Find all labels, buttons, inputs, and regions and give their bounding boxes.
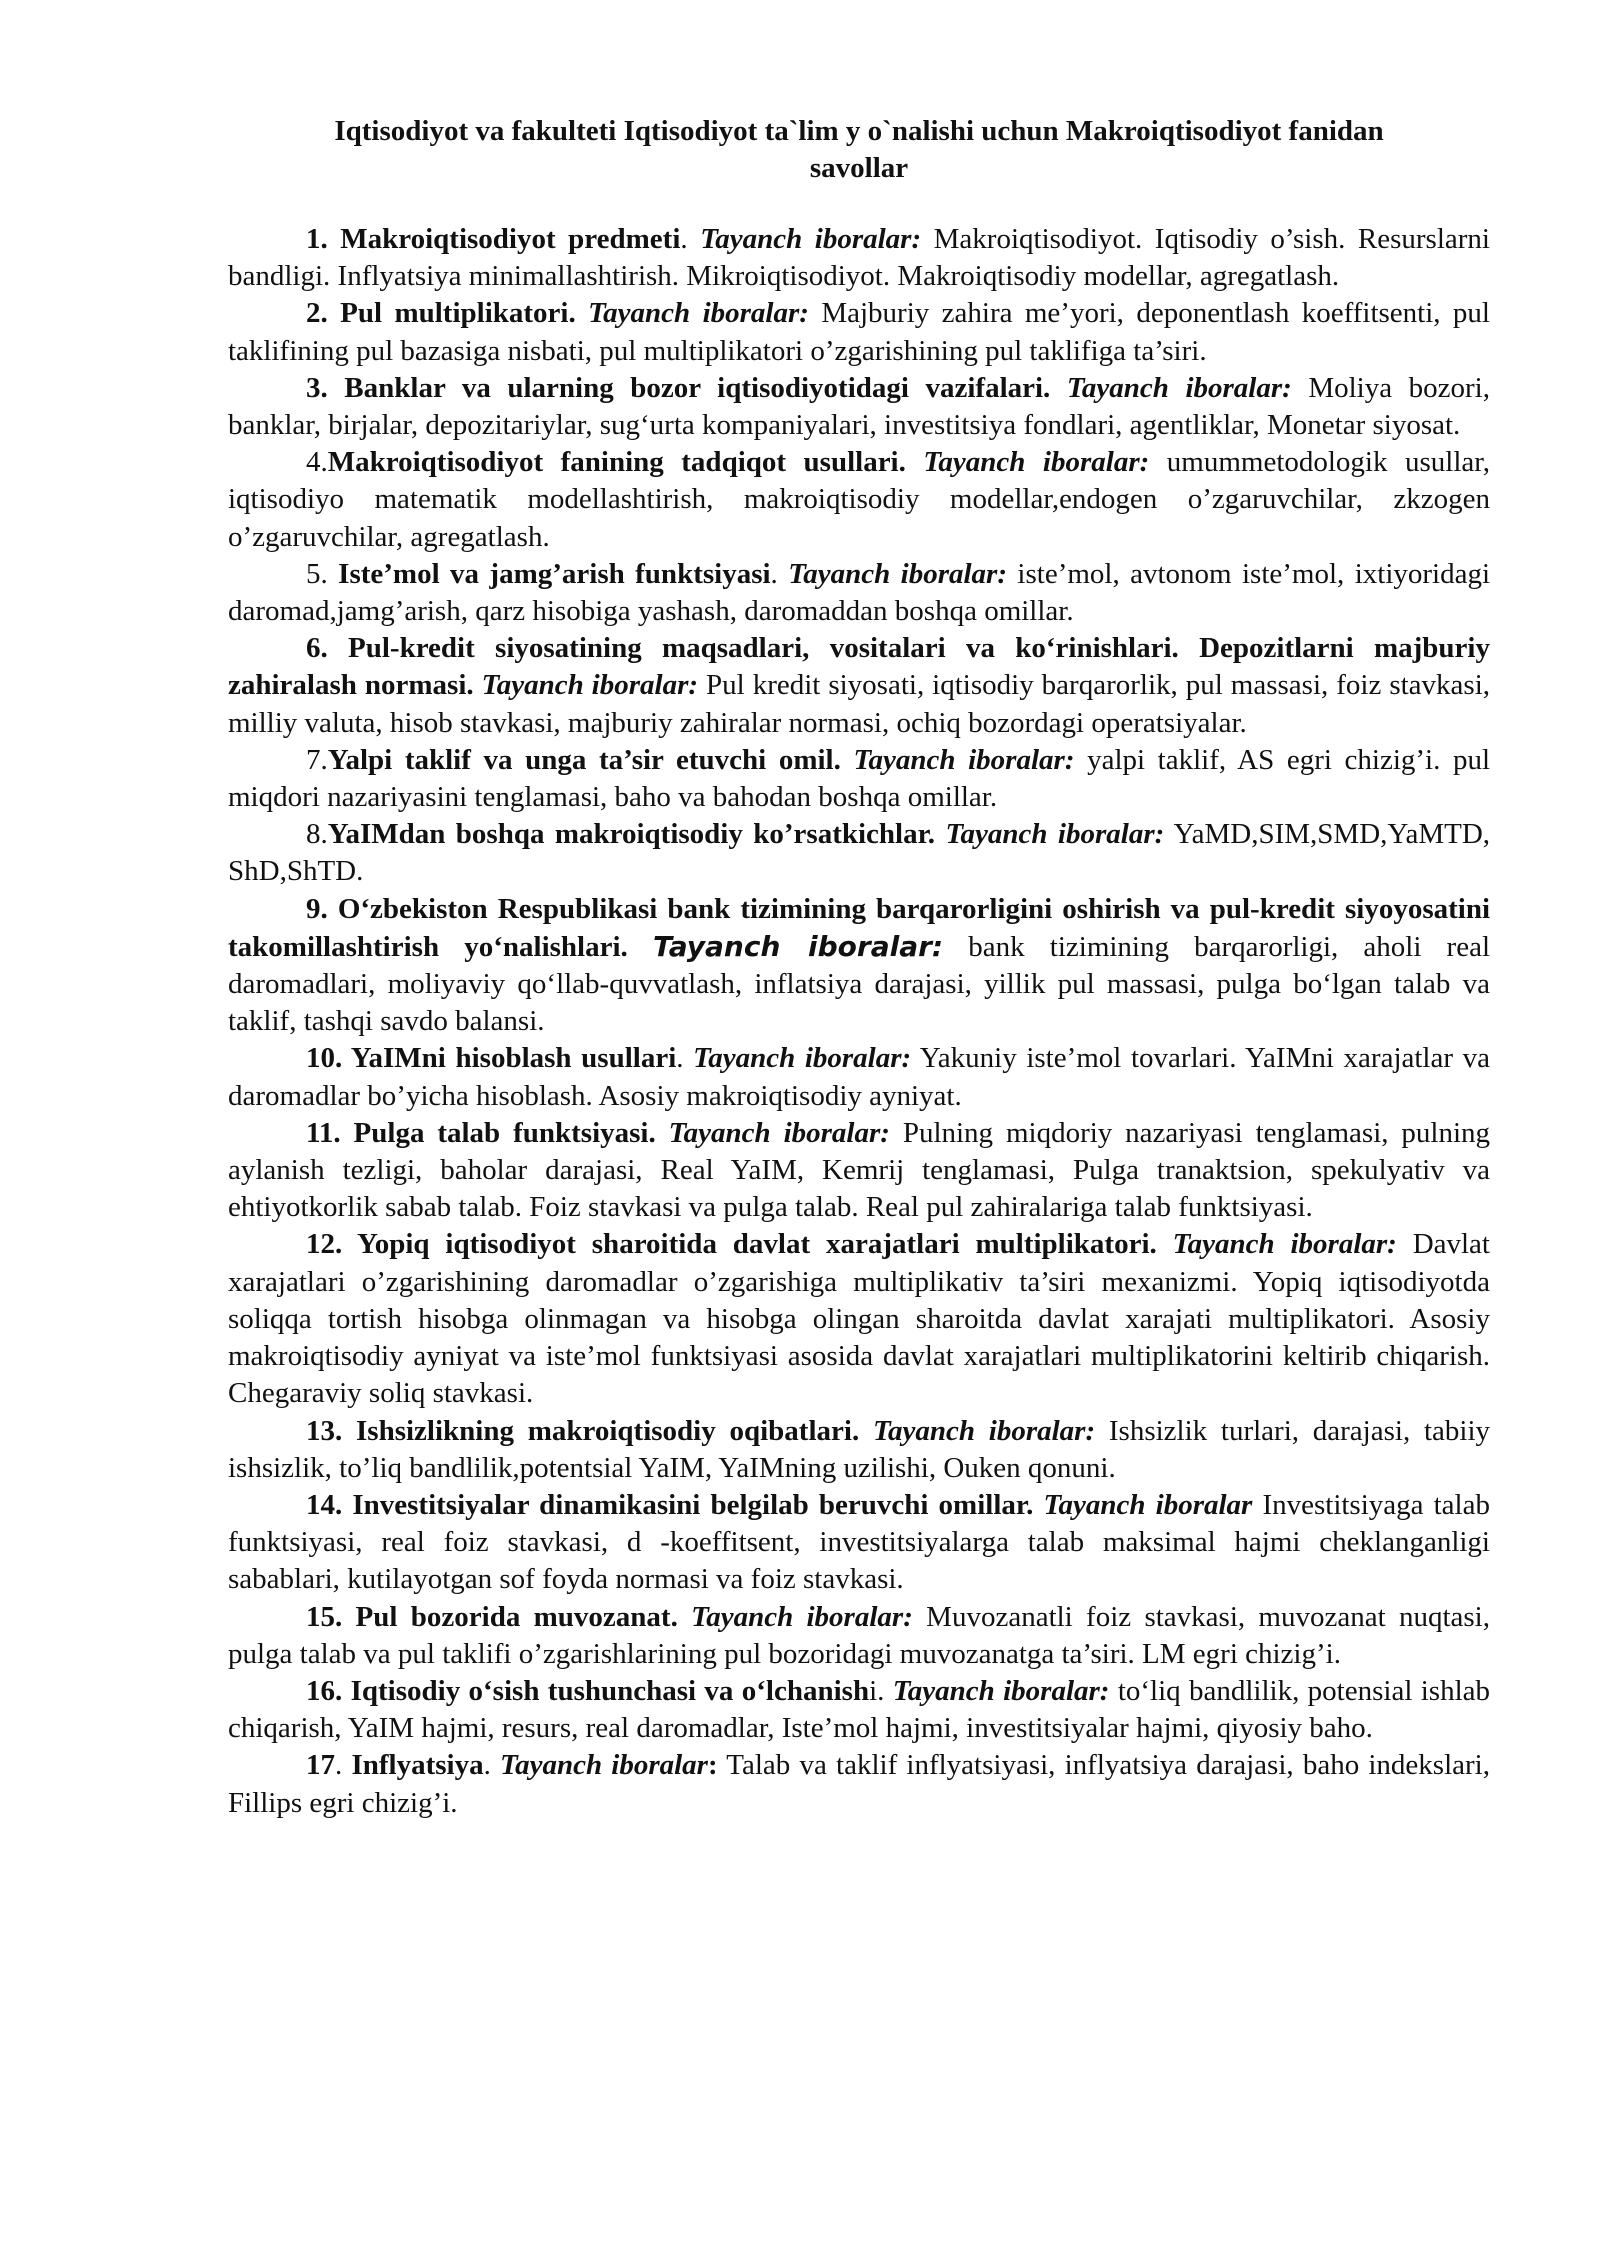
question-text: Muvozanatli foiz stavkasi, muvozanat nuqtasi, pulga talab va pul taklifi o’zgarishlarining pul bozoridagi muvozanatga ta’siri. LM egri chizig’i. [228, 1600, 1490, 1670]
question-heading: 11. Pulga talab funktsiyasi. [306, 1116, 656, 1149]
document-title-line-2: savollar [809, 152, 909, 184]
keywords-label: Tayanch iboralar: [700, 223, 922, 255]
question-heading: Inflyatsiya [351, 1749, 484, 1782]
question-item [228, 295, 1490, 369]
question-text: Moliya bozori, banklar, birjalar, depozitariylar, sug‘urta kompaniyalari, investitsiya fondlari, agentliklar, Monetar siyosat. [228, 371, 1490, 442]
question-text [935, 818, 945, 850]
question-heading: 6. Pul-kredit siyosatining maqsadlari, vositalari va ko‘rinishlari. Depozitlarni majburiy zahiralash normasi. [228, 632, 1490, 702]
question-text [859, 1415, 873, 1447]
question-text: umummetodologik usullar, iqtisodiyo matematik modellashtirish, makroiqtisodiy modellar,endogen o’zgaruvchilar, zkzogen o’zgaruvchilar, agregatlash. [228, 446, 1491, 553]
question-text: iste’mol, avtonom iste’mol, ixtiyoridagi daromad,jamg’arish, qarz hisobiga yashash, daromaddan boshqa omillar. [228, 557, 1491, 628]
keywords-label: Tayanch iboralar: [945, 818, 1165, 851]
question-item [228, 1040, 1490, 1114]
question-item [228, 370, 1490, 444]
question-text: bank tizimining barqarorligi, aholi real daromadlari, moliyaviy qo‘llab-quvvatlash, inflatsiya darajasi, yillik pul massasi, pulga bo‘lgan talab va taklif, tashqi savdo balansi. [228, 930, 1491, 1038]
question-heading: Makroiqtisodiyot fanining tadqiqot usullari. [327, 446, 906, 479]
question-heading: 2. Pul multiplikatori. [306, 297, 576, 330]
question-text: 8. [306, 818, 328, 851]
question-heading: YaIMdan boshqa makroiqtisodiy ko’rsatkichlar. [327, 818, 936, 851]
question-text [1157, 1228, 1173, 1260]
question-text [906, 446, 924, 478]
keywords-label: Tayanch iboralar: [693, 1042, 912, 1075]
question-heading: Yalpi taklif va unga ta’sir etuvchi omil. [327, 743, 841, 776]
question-item [228, 221, 1490, 295]
question-heading: 3. Banklar va ularning bozor iqtisodiyotidagi vazifalari. [306, 371, 1051, 404]
question-heading: 17 [306, 1749, 335, 1782]
question-text: yalpi taklif, AS egri chizig’i. pul miqdori nazariyasini tenglamasi, baho va bahodan boshqa omillar. [228, 743, 1491, 814]
question-text: Pul kredit siyosati, iqtisodiy barqarorlik, pul massasi, foiz stavkasi, milliy valuta, hisob stavkasi, majburiy zahiralar normasi, ochiq bozordagi operatsiyalar. [228, 669, 1490, 739]
question-heading: 1. Makroiqtisodiyot predmeti [306, 223, 681, 255]
question-text: to‘liq bandlilik, potensial ishlab chiqarish, YaIM hajmi, resurs, real daromadlar, Iste’mol hajmi, investitsiyalar hajmi, qiyosiy baho. [228, 1674, 1490, 1745]
question-text [576, 297, 588, 329]
question-text: Ishsizlik turlari, darajasi, tabiiy ishsizlik, to’liq bandlilik,potentsial YaIM, YaIMning uzilishi, Ouken qonuni. [228, 1414, 1490, 1484]
keywords-label: Tayanch iboralar: [668, 1116, 890, 1149]
keywords-label: Tayanch iboralar: [588, 297, 809, 330]
question-item [228, 891, 1490, 1041]
question-text: Yakuniy iste’mol tovarlari. YaIMni xarajatlar va daromadlar bo’yicha hisoblash. Asosiy makroiqtisodiy ayniyat. [228, 1042, 1491, 1112]
question-heading: 12. Yopiq iqtisodiyot sharoitida davlat xarajatlari multiplikatori. [306, 1228, 1157, 1261]
question-item [228, 444, 1490, 556]
question-text: Pulning miqdoriy nazariyasi tenglamasi, pulning aylanish tezligi, baholar darajasi, Real YaIM, Kemrij tenglamasi, Pulga tranaktsion, spekulyativ va ehtiyotkorlik sabab talab. Foiz stavkasi va pulga talab. Real pul zahiralariga talab funktsiyasi. [228, 1116, 1491, 1224]
question-text: . [676, 1042, 694, 1075]
question-heading: 10. YaIMni hisoblash usullari [306, 1042, 677, 1075]
question-item [228, 1226, 1490, 1412]
keywords-label: Tayanch iboralar: [892, 1674, 1110, 1707]
question-item [228, 1115, 1490, 1227]
question-item [228, 630, 1490, 742]
question-heading: 13. Ishsizlikning makroiqtisodiy oqibatlari. [306, 1414, 860, 1447]
question-list [228, 221, 1490, 1822]
keywords-label: Tayanch iboralar: [481, 669, 699, 702]
question-text: . [680, 223, 701, 255]
keywords-label: Tayanch iboralar [500, 1749, 708, 1782]
keywords-label: Tayanch iboralar: [788, 557, 1008, 590]
question-text: Investitsiyaga talab funktsiyasi, real foiz stavkasi, d -koeffitsent, investitsiyalarga talab maksimal hajmi cheklanganligi sabablari, kutilayotgan sof foyda normasi va foiz stavkasi. [228, 1488, 1490, 1596]
keywords-label: Tayanch iboralar: [652, 929, 944, 963]
question-heading: 9. O‘zbekiston Respublikasi bank tizimining barqarorligini oshirish va pul-kredit siyoyosatini takomillashtirish yo‘nalishlari. [228, 892, 1490, 963]
question-text [1033, 1489, 1043, 1521]
question-item [228, 1747, 1490, 1821]
question-text: i. [869, 1674, 893, 1707]
question-heading: 16. Iqtisodiy o‘sish tushunchasi va o‘lchanish [306, 1674, 870, 1707]
question-text: YaMD,SIM,SMD,YaMTD, ShD,ShTD. [228, 818, 1491, 888]
question-item [228, 1413, 1490, 1487]
question-text [841, 744, 854, 776]
question-text: 5. [306, 557, 339, 590]
question-item [228, 1673, 1490, 1747]
question-item [228, 1487, 1490, 1599]
question-text: Majburiy zahira me’yori, deponentlash koeffitsenti, pul taklifining pul bazasiga nisbati, pul multiplikatori o’zgarishining pul taklifiga ta’siri. [228, 297, 1490, 367]
question-item [228, 742, 1490, 816]
keywords-label: Tayanch iboralar: [853, 743, 1075, 776]
question-text: Makroiqtisodiyot. Iqtisodiy o’sish. Resurslarni bandligi. Inflyatsiya minimallashtirish. Mikroiqtisodiyot. Makroiqtisodiy modellar, agregatlash. [228, 223, 1490, 293]
keywords-label: Tayanch iboralar [1043, 1488, 1253, 1521]
keywords-label: Tayanch iboralar: [872, 1414, 1096, 1447]
keywords-label: Tayanch iboralar: [1066, 371, 1292, 404]
keywords-label: Tayanch iboralar: [1172, 1228, 1397, 1261]
document-title-line-1: Iqtisodiyot va fakulteti Iqtisodiyot ta`lim y o`nalishi uchun Makroiqtisodiyot fanidan [334, 115, 1384, 147]
question-text: 7. [306, 743, 328, 776]
question-heading: Iste’mol va jamg’arish funktsiyasi [338, 557, 771, 590]
question-heading: : [707, 1749, 718, 1782]
question-text: . [770, 557, 789, 590]
keywords-label: Tayanch iboralar: [923, 446, 1150, 479]
question-heading: 14. Investitsiyalar dinamikasini belgilab beruvchi omillar. [306, 1488, 1034, 1521]
question-text: . [335, 1749, 352, 1782]
question-text [628, 931, 653, 963]
question-text [1050, 372, 1067, 404]
question-item [228, 1599, 1490, 1673]
question-text: Davlat xarajatlari o’zgarishining daromadlar o’zgarishiga multiplikativ ta’siri mexanizmi. Yopiq iqtisodiyotda soliqqa tortish hisobga olinmagan va hisobga olingan sharoitda davlat xarajati multiplikatori. Asosiy makroiqtisodiy ayniyat va iste’mol funktsiyasi asosida davlat xarajatlari multiplikatorini keltirib chiqarish. Chegaraviy soliq stavkasi. [228, 1228, 1490, 1410]
document-title [228, 113, 1490, 187]
keywords-label: Tayanch iboralar: [691, 1600, 913, 1633]
question-item [228, 816, 1490, 890]
question-text: . [483, 1749, 501, 1782]
question-text [678, 1601, 691, 1633]
question-text [656, 1117, 669, 1149]
question-text: 4. [306, 446, 328, 479]
question-text: Talab va taklif inflyatsiyasi, inflyatsiya darajasi, baho indekslari, Fillips egri chizig’i. [228, 1749, 1490, 1819]
question-heading: 15. Pul bozorida muvozanat. [306, 1600, 678, 1633]
question-text [474, 669, 482, 701]
question-item [228, 556, 1490, 630]
